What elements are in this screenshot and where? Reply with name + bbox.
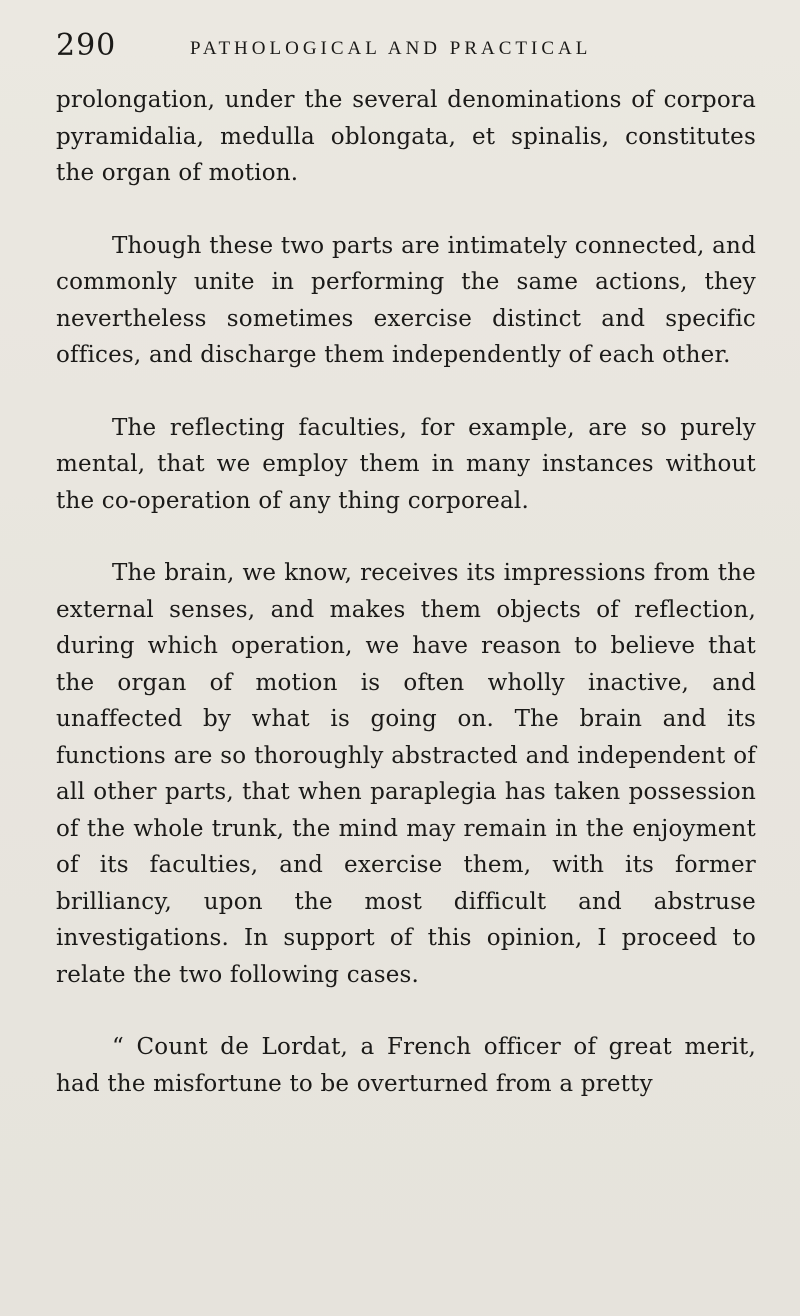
body-text	[56, 82, 756, 1138]
running-title: PATHOLOGICAL AND PRACTICAL	[190, 38, 592, 59]
paragraph-reflecting-faculties: The reflecting faculties, for example, are so purely mental, that we employ them in many instances without the co-operation of any thing corporeal.	[56, 414, 756, 514]
paragraph-brain-impressions: The brain, we know, receives its impressions from the external senses, and makes them objects of reflection, during which operation, we have reason to believe that the organ of motion is often wholly inactive, and unaffected by what is going on. The brain and its functions are so thoroughly abstracted and independent of all other parts, that when paraplegia has taken possession of the whole trunk, the mind may remain in the enjoyment of its faculties, and exercise them, with its former brilliancy, upon the most difficult and abstruse investigations. In support of this opinion, I proceed to relate the two following cases.	[56, 560, 756, 988]
running-head	[56, 28, 776, 68]
page-number: 290	[56, 28, 117, 63]
paragraph-intimately-connected: Though these two parts are intimately connected, and commonly unite in performing the same actions, they nevertheless sometimes exercise distinct and specific offices, and discharge them independently of each other.	[56, 232, 756, 368]
paragraph-continuation: prolongation, under the several denominations of corpora pyramidalia, medulla oblongata, et spinalis, constitutes the organ of motion.	[56, 87, 756, 186]
paragraph-count-de-lordat: “ Count de Lordat, a French officer of great merit, had the misfortune to be overturned from a pretty	[56, 1034, 756, 1097]
